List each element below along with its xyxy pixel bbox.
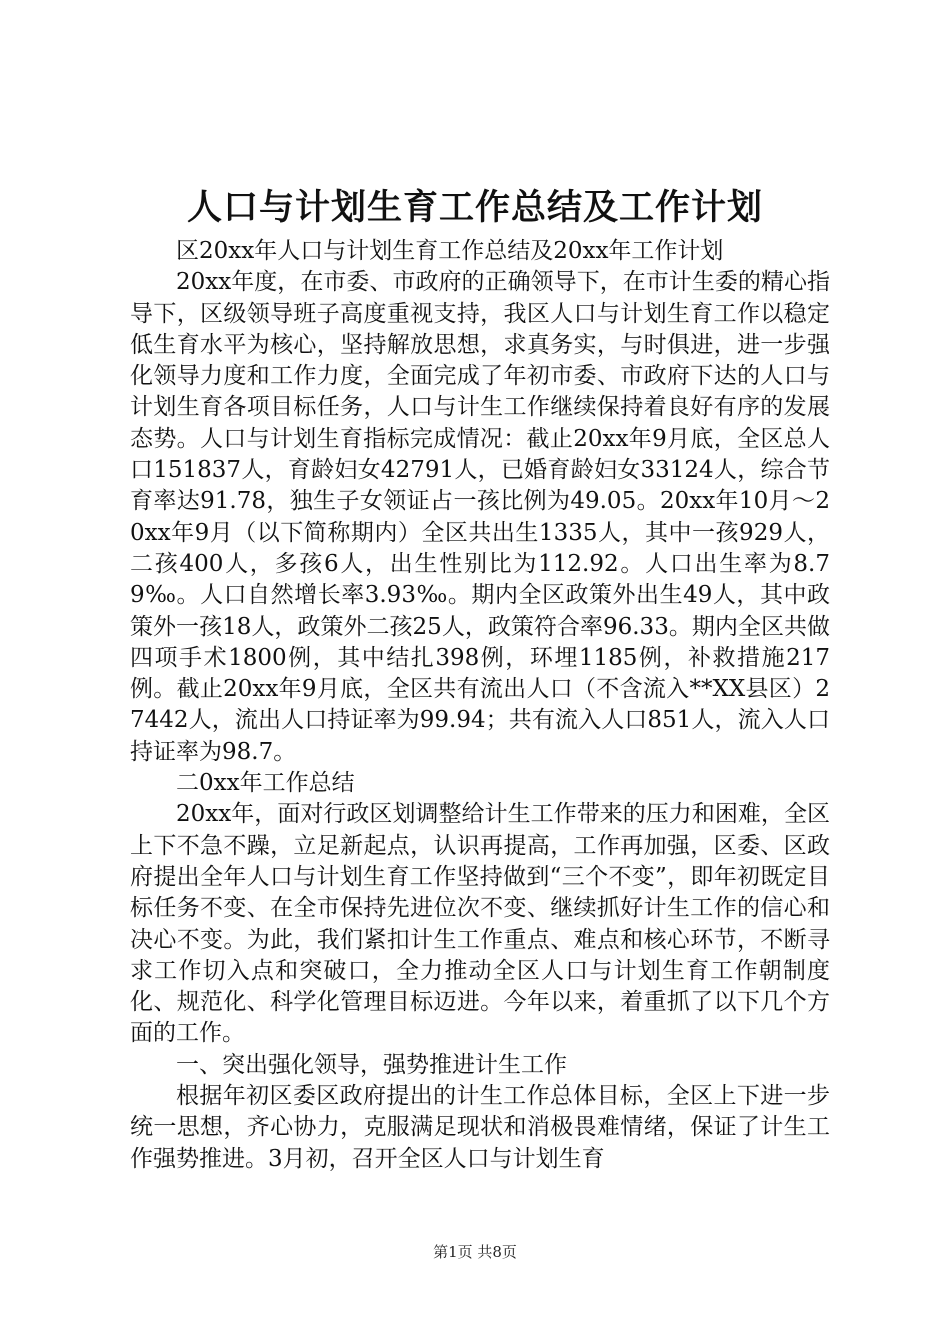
document-title: 人口与计划生育工作总结及工作计划 bbox=[186, 187, 763, 228]
paragraph-overview: 20xx年度，在市委、市政府的正确领导下，在市计生委的精心指导下，区级领导班子高度重视支持，我区人口与计划生育工作以稳定低生育水平为核心，坚持解放思想，求真务实，与时俱进，进一步强化领导力度和工作力度，全面完成了年初市委、市政府下达的人口与计划生育各项目标任务，人口与计生工作继续保持着良好有序的发展态势。人口与计划生育指标完成情况：截止20xx年9月底，全区总人口151837人，育龄妇女42791人，已婚育龄妇女33124人，综合节育率达91.78，独生子女领证占一孩比例为49.05。20xx年10月～20xx年9月（以下简称期内）全区共出生1335人，其中一孩929人，二孩400人，多孩6人，出生性别比为112.92。人口出生率为8.79‰。人口自然增长率3.93‰。期内全区政策外出生49人，其中政策外一孩18人，政策外二孩25人，政策符合率96.33。期内全区共做四项手术1800例，其中结扎398例，环埋1185例，补救措施217例。截止20xx年9月底，全区共有流出人口（不含流入**XX县区）27442人，流出人口持证率为99.94；共有流入人口851人，流入人口持证率为98.7。 bbox=[130, 269, 830, 765]
section-heading-summary: 二0xx年工作总结 bbox=[176, 770, 355, 797]
document-body bbox=[130, 236, 830, 1175]
page-footer: 第1页 共8页 bbox=[433, 1243, 517, 1261]
paragraph-leadership: 根据年初区委区政府提出的计生工作总体目标，全区上下进一步统一思想，齐心协力，克服满足现状和消极畏难情绪，保证了计生工作强势推进。3月初，召开全区人口与计划生育 bbox=[130, 1083, 830, 1172]
paragraph-subtitle: 区20xx年人口与计划生育工作总结及20xx年工作计划 bbox=[176, 238, 724, 264]
section-heading-leadership: 一、突出强化领导，强势推进计生工作 bbox=[176, 1051, 567, 1078]
paragraph-summary: 20xx年，面对行政区划调整给计生工作带来的压力和困难，全区上下不急不躁，立足新起点，认识再提高，工作再加强，区委、区政府提出全年人口与计划生育工作坚持做到“三个不变”，即年初既定目标任务不变、在全市保持先进位次不变、继续抓好计生工作的信心和决心不变。为此，我们紧扣计生工作重点、难点和核心环节，不断寻求工作切入点和突破口，全力推动全区人口与计划生育工作朝制度化、规范化、科学化管理目标迈进。今年以来，着重抓了以下几个方面的工作。 bbox=[130, 801, 830, 1047]
